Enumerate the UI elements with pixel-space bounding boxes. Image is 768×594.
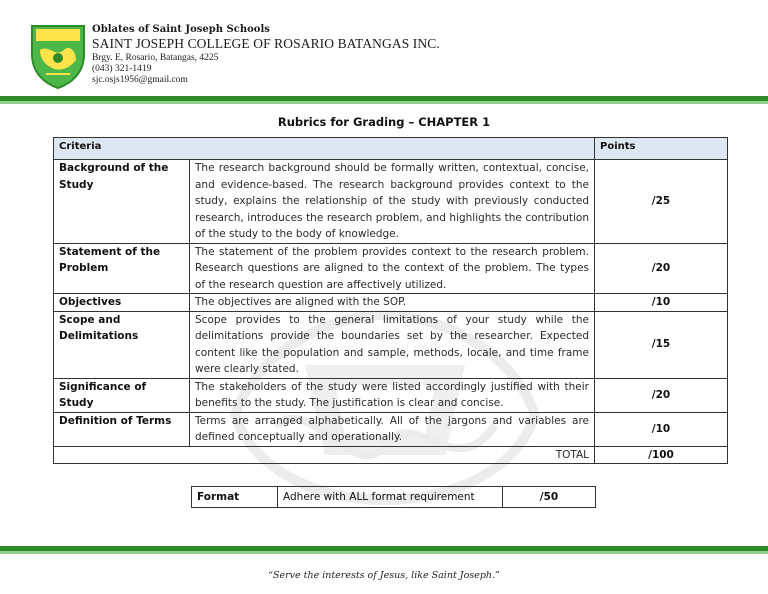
table-row	[54, 294, 728, 312]
table-row	[54, 160, 728, 244]
description-cell: Terms are arranged alphabetically. All of the jargons and variables are defined conceptually and operationally.	[190, 412, 595, 446]
format-points: /50	[503, 487, 596, 508]
format-description: Adhere with ALL format requirement	[278, 487, 503, 508]
total-row	[54, 446, 728, 464]
criteria-cell: Significance of Study	[54, 378, 190, 412]
criteria-header: Criteria	[54, 138, 595, 160]
org-name: Oblates of Saint Joseph Schools	[92, 24, 270, 35]
total-points: /100	[595, 446, 728, 464]
table-row	[54, 412, 728, 446]
rubric-header-row	[54, 138, 728, 160]
header-light-bar	[0, 101, 768, 104]
criteria-cell: Background of the Study	[54, 160, 190, 244]
format-table	[191, 486, 596, 508]
description-cell: The objectives are aligned with the SOP.	[190, 294, 595, 312]
school-email: sjc.osjs1956@gmail.com	[92, 75, 188, 85]
letterhead	[0, 0, 768, 110]
criteria-cell: Objectives	[54, 294, 190, 312]
school-logo	[30, 24, 86, 90]
footer-light-bar	[0, 551, 768, 554]
points-cell: /10	[595, 412, 728, 446]
school-phone: (043) 321-1419	[92, 64, 152, 74]
table-row	[54, 378, 728, 412]
description-cell: The stakeholders of the study were listed accordingly justified with their benefits to the study. The justification is clear and concise.	[190, 378, 595, 412]
school-name: SAINT JOSEPH COLLEGE OF ROSARIO BATANGAS INC.	[92, 36, 440, 51]
description-cell: The statement of the problem provides context to the research problem. Research questions are aligned to the context of the problem. The types of the research question are affectively utilized.	[190, 243, 595, 294]
description-cell: The research background should be formally written, contextual, concise, and evidence-based. The research background provides context to the study, explains the relationship of the study with previously conducted research, introduces the research problem, and highlights the contribution of the study to the body of knowledge.	[190, 160, 595, 244]
rubric-table	[53, 137, 728, 464]
points-cell: /15	[595, 311, 728, 378]
points-cell: /25	[595, 160, 728, 244]
criteria-cell: Scope and Delimitations	[54, 311, 190, 378]
points-cell: /20	[595, 243, 728, 294]
page-title: Rubrics for Grading – CHAPTER 1	[277, 115, 491, 129]
criteria-cell: Statement of the Problem	[54, 243, 190, 294]
footer-motto: “Serve the interests of Jesus, like Saint Joseph.”	[268, 570, 500, 581]
format-label: Format	[192, 487, 278, 508]
points-cell: /20	[595, 378, 728, 412]
school-address: Brgy. E, Rosario, Batangas, 4225	[92, 53, 219, 63]
total-label: TOTAL	[54, 446, 595, 464]
description-cell: Scope provides to the general limitations of your study while the delimitations provide the boundaries set by the researcher. Expected content like the population and sample, methods, locale, and time frame were clearly stated.	[190, 311, 595, 378]
criteria-cell: Definition of Terms	[54, 412, 190, 446]
points-header: Points	[595, 138, 728, 160]
table-row	[54, 243, 728, 294]
table-row	[54, 311, 728, 378]
points-cell: /10	[595, 294, 728, 312]
format-row	[192, 487, 596, 508]
